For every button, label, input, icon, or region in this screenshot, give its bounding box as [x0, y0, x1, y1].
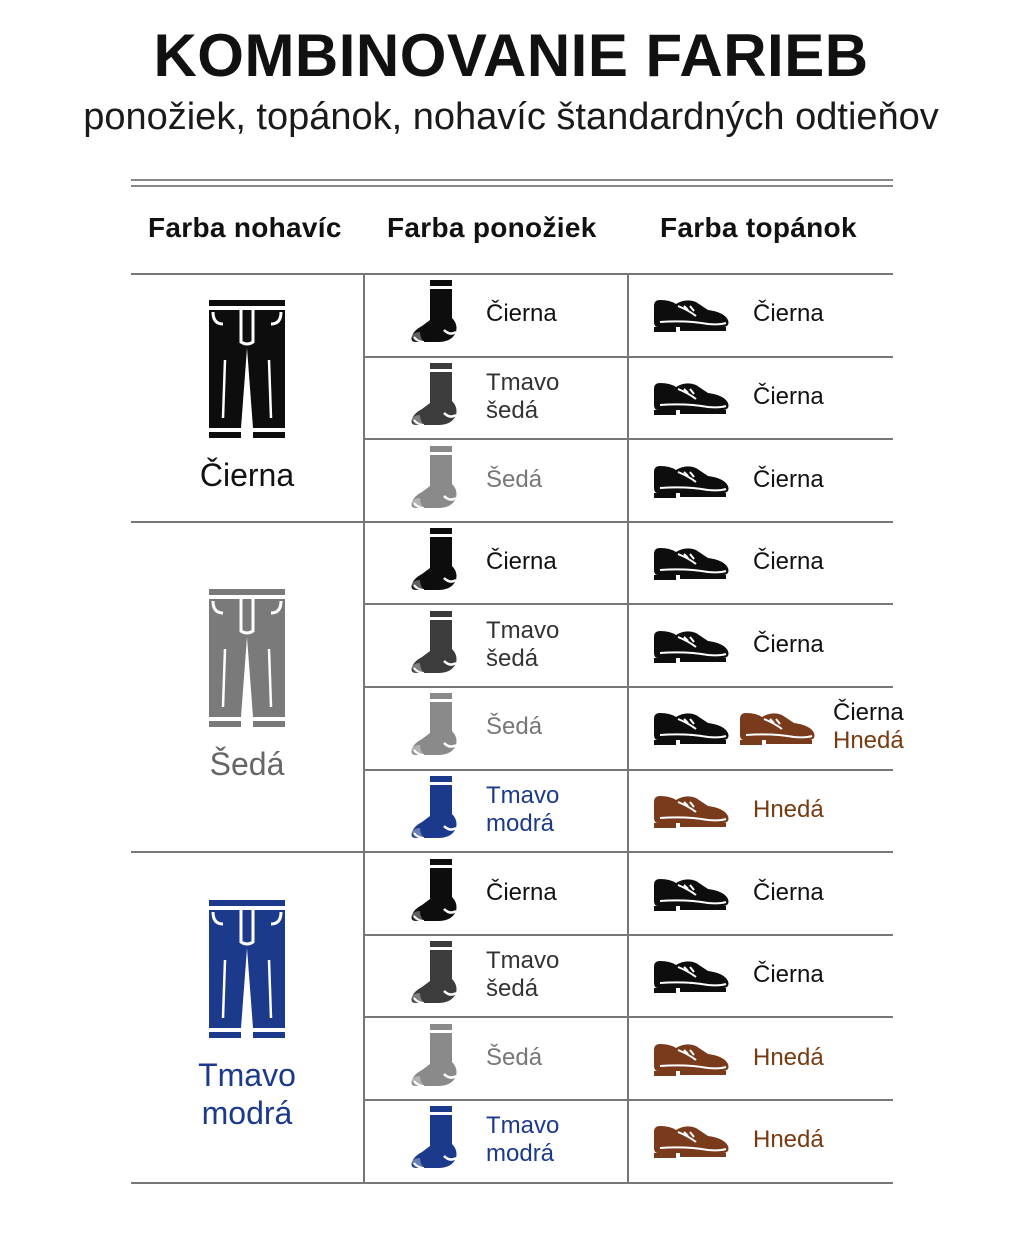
sock-label-line: Čierna — [486, 878, 557, 906]
pants-label-line: modrá — [201, 1095, 293, 1132]
shoe-color-label: Hnedá — [753, 1126, 824, 1154]
group-divider — [131, 1182, 893, 1184]
sock-color-label — [486, 617, 559, 673]
sock-label-line: šedá — [486, 975, 539, 1003]
pants-color-label: Čierna — [199, 456, 295, 493]
sock-icon — [410, 1106, 462, 1172]
sock-label-line: Čierna — [486, 300, 557, 328]
sock-icon — [410, 446, 462, 512]
column-divider-1 — [363, 273, 365, 1182]
shoe-icon — [652, 294, 730, 334]
sock-label-line: šedá — [486, 644, 539, 672]
sock-label-line: modrá — [486, 1140, 555, 1168]
sock-label-line: Čierna — [486, 548, 557, 576]
shoe-icon — [652, 955, 730, 995]
shoe-icon — [652, 1038, 730, 1078]
sock-icon — [410, 611, 462, 677]
top-double-rule-2 — [131, 185, 893, 187]
sock-label-line: Tmavo — [486, 947, 560, 975]
sock-icon — [410, 363, 462, 429]
shoe-icon — [652, 790, 730, 830]
sock-color-label — [486, 782, 559, 838]
sock-color-label — [486, 879, 557, 907]
sock-label-line: Tmavo — [486, 1112, 560, 1140]
shoe-icon — [652, 873, 730, 913]
sock-label-line: modrá — [486, 809, 555, 837]
shoe-icon — [652, 460, 730, 500]
shoe-color-label: Čierna — [753, 548, 824, 576]
header-shoes: Farba topánok — [660, 212, 857, 243]
column-divider-2 — [627, 273, 629, 1182]
shoe-icon — [652, 377, 730, 417]
sock-icon — [410, 859, 462, 925]
pants-icon — [207, 589, 287, 731]
shoe-color-label: Hnedá — [753, 1043, 824, 1071]
shoe-color-label: Čierna — [753, 878, 824, 906]
sock-color-label — [486, 300, 557, 328]
sock-label-line: Šedá — [486, 1043, 543, 1071]
sock-icon — [410, 776, 462, 842]
sock-icon — [410, 528, 462, 594]
sock-label-line: Šedá — [486, 713, 543, 741]
group-divider — [131, 851, 893, 853]
shoe-icon — [652, 625, 730, 665]
shoe-icon — [738, 707, 816, 747]
sock-label-line: Tmavo — [486, 781, 560, 809]
sock-label-line: Tmavo — [486, 616, 560, 644]
table-top-rule — [131, 273, 893, 275]
sock-color-label — [486, 1044, 542, 1072]
sock-label-line: Tmavo — [486, 368, 560, 396]
shoe-icon — [652, 542, 730, 582]
sock-color-label — [486, 369, 559, 425]
shoe-label-line: Čierna — [833, 699, 904, 727]
sock-icon — [410, 693, 462, 759]
shoe-color-label: Čierna — [753, 630, 824, 658]
pants-label-line: Tmavo — [198, 1057, 296, 1094]
header-pants: Farba nohavíc — [148, 212, 342, 243]
sock-color-label — [486, 466, 542, 494]
sock-color-label — [486, 947, 559, 1003]
pants-icon — [207, 300, 287, 442]
pants-color-label: Šedá — [209, 746, 285, 782]
shoe-label-line: Hnedá — [833, 727, 904, 755]
sock-icon — [410, 941, 462, 1007]
shoe-color-label: Čierna — [753, 961, 824, 989]
header-socks: Farba ponožiek — [387, 212, 597, 243]
page-subtitle: ponožiek, topánok, nohavíc štandardných odtieňov — [83, 96, 939, 138]
shoe-icon — [652, 1120, 730, 1160]
shoe-color-label: Čierna — [753, 300, 824, 328]
shoe-color-label: Čierna — [753, 382, 824, 410]
sock-color-label — [486, 548, 557, 576]
pants-icon — [207, 900, 287, 1042]
group-divider — [131, 521, 893, 523]
sock-label-line: šedá — [486, 396, 539, 424]
sock-icon — [410, 1024, 462, 1090]
top-double-rule-1 — [131, 179, 893, 181]
shoe-color-label: Čierna — [753, 465, 824, 493]
sock-color-label — [486, 1112, 559, 1168]
shoe-color-label — [833, 699, 904, 755]
shoe-icon — [652, 707, 730, 747]
sock-icon — [410, 280, 462, 346]
page-title: KOMBINOVANIE FARIEB — [153, 22, 869, 89]
sock-color-label — [486, 713, 542, 741]
pants-color-label — [147, 1056, 347, 1132]
shoe-color-label: Hnedá — [753, 795, 824, 823]
sock-label-line: Šedá — [486, 465, 543, 493]
